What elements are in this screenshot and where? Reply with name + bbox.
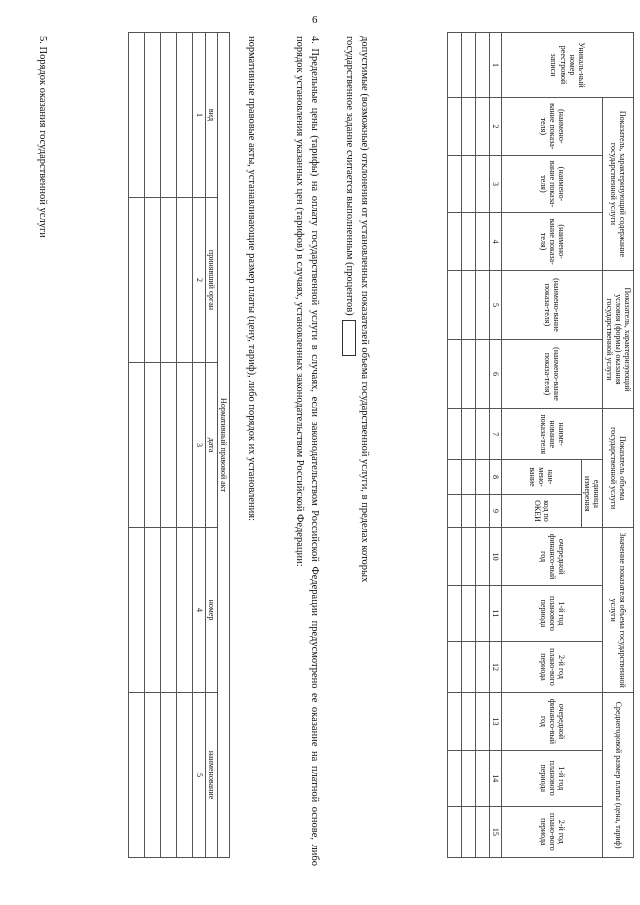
- col-number: 14: [489, 750, 501, 806]
- deviation-line-1: допустимые (возможные) отклонения от установленных показателей объема государственной услуги, в пределах которых: [359, 36, 370, 583]
- rotated-sheet: [0, 32, 640, 892]
- col-name: наименование: [205, 693, 217, 858]
- hdr-unique-number: Уникаль-ный номер реестровой записи: [502, 33, 634, 98]
- col-number: 7: [489, 409, 501, 460]
- hdr-plan-1: 1-й год планового периода: [502, 750, 603, 806]
- percent-box: [342, 320, 356, 356]
- col-number: номер: [205, 528, 217, 693]
- table-row: [447, 33, 461, 858]
- hdr-volume-name: наиме-нование показа-теля: [502, 409, 603, 460]
- col-index: 1: [193, 33, 205, 198]
- col-number: 2: [489, 98, 501, 156]
- hdr-unit: единица измерения: [582, 460, 603, 528]
- hdr-indicator-name: (наимено-вание показа-теля): [502, 270, 603, 339]
- hdr-plan-2: 2-й год плано-вого периода: [502, 806, 603, 857]
- col-index: 2: [193, 198, 205, 363]
- col-number: 12: [489, 641, 501, 692]
- col-number: 10: [489, 528, 501, 586]
- normative-act-title: Нормативный правовой акт: [217, 33, 229, 858]
- col-index: 5: [193, 693, 205, 858]
- hdr-unit-name: наи-мено-вание: [502, 460, 582, 494]
- table-row: [461, 33, 475, 858]
- section-4: 4. Предельные цены (тарифы) на оплату государственной услуги в случаях, если законодательством Российской Федерации предусмотрено ее оказание на платной основе, либо порядок установления указанных цен (тарифов) в случаях, установленных законодательством Российской Федерации:: [294, 36, 320, 866]
- deviation-line-2: государственное задание считается выполненным (процентов): [344, 36, 355, 316]
- hdr-indicator-name: (наимено-вание показа-теля): [502, 339, 603, 408]
- col-date: дата: [205, 363, 217, 528]
- table-row: [129, 33, 145, 858]
- col-number: 5: [489, 270, 501, 339]
- hdr-current-year: очередной финансо-вый год: [502, 528, 603, 586]
- page-number: 6: [312, 14, 318, 26]
- col-number: 6: [489, 339, 501, 408]
- hdr-indicator-name: (наимено-вание показа-теля): [502, 155, 603, 213]
- col-number: 9: [489, 494, 501, 528]
- hdr-plan-1: 1-й год планового периода: [502, 586, 603, 642]
- section-5: 5. Порядок оказания государственной услуги: [37, 36, 48, 238]
- col-number: 13: [489, 693, 501, 751]
- col-authority: принявший орган: [205, 198, 217, 363]
- col-index: 3: [193, 363, 205, 528]
- table-row: [161, 33, 177, 858]
- normative-acts-line: нормативные правовые акты, устанавливающие размер платы (цену, тариф), либо порядок их установления:: [246, 36, 257, 522]
- hdr-okei: код по ОКЕИ: [502, 494, 582, 528]
- table-row: [145, 33, 161, 858]
- col-number: 4: [489, 213, 501, 271]
- col-number: 15: [489, 806, 501, 857]
- hdr-conditions-indicator: Показатель, характеризующий условия (формы) оказания государственной услуги: [603, 270, 634, 408]
- col-type: вид: [205, 33, 217, 198]
- hdr-avg-fee: Среднегодовой размер платы (цена, тариф): [603, 693, 634, 858]
- volume-table: [447, 32, 634, 858]
- col-number: 11: [489, 586, 501, 642]
- hdr-plan-2: 2-й год плано-вого периода: [502, 641, 603, 692]
- hdr-current-year: очередной финансо-вый год: [502, 693, 603, 751]
- col-number: 8: [489, 460, 501, 494]
- col-number: 1: [489, 33, 501, 98]
- hdr-indicator-name: (наимено-вание показа-теля): [502, 213, 603, 271]
- deviation-text: [342, 36, 372, 866]
- hdr-volume-value: Значение показателя объема государственной услуги: [603, 528, 634, 693]
- table-row: [475, 33, 489, 858]
- col-number: 3: [489, 155, 501, 213]
- table-row: [177, 33, 193, 858]
- normative-act-table: [128, 32, 230, 858]
- hdr-indicator-name: (наимено-вание показа-теля): [502, 98, 603, 156]
- hdr-volume-indicator: Показатель объема государственной услуги: [603, 409, 634, 528]
- col-index: 4: [193, 528, 205, 693]
- hdr-content-indicator: Показатель, характеризующий содержание государственной услуги: [603, 98, 634, 271]
